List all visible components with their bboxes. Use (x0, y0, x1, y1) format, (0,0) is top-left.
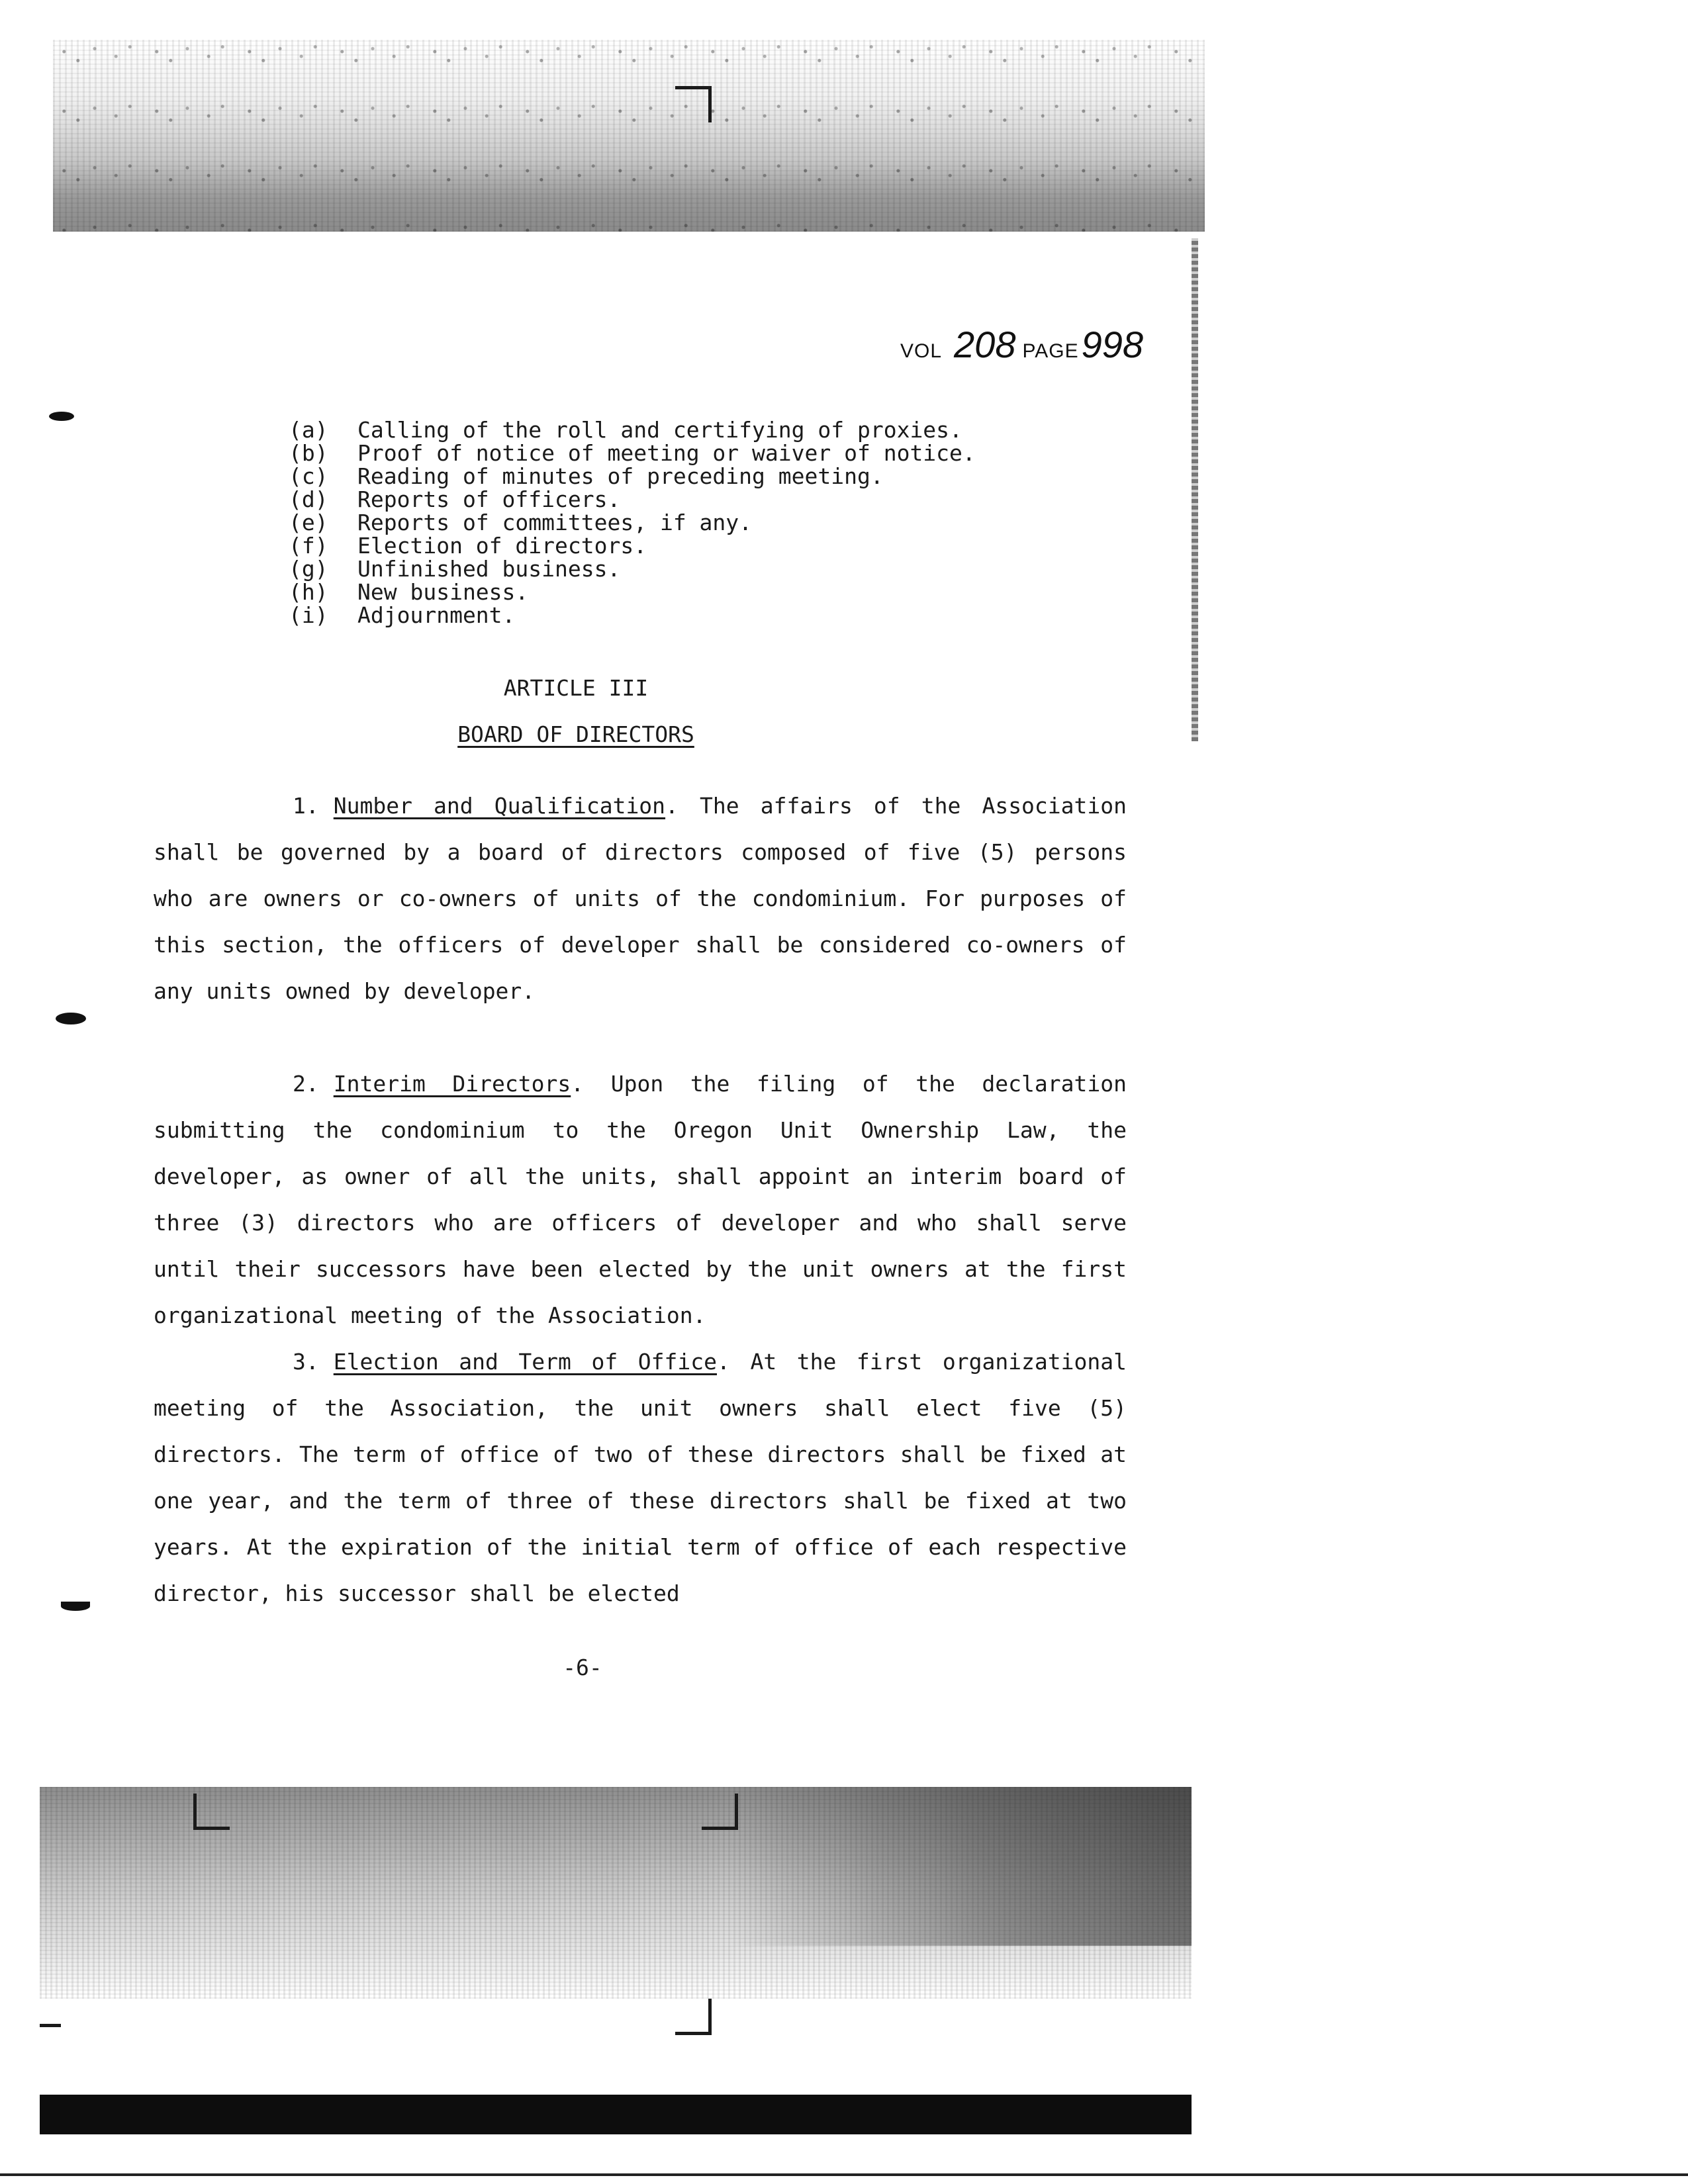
recording-reference (900, 323, 1144, 369)
list-item-text: Unfinished business. (357, 556, 621, 582)
scan-edge-right (1192, 238, 1198, 741)
list-item (289, 511, 1083, 534)
scan-speck (61, 1602, 90, 1611)
list-marker: (i) (289, 602, 328, 628)
scan-speck (56, 1013, 86, 1024)
list-item-text: Reports of officers. (357, 486, 621, 512)
scan-speck (49, 412, 74, 421)
section-paragraph: 1. Number and Qualification. The affairs of the Association shall be governed by a board of directors composed of five (5) persons who are owners or co-owners of units of the condominium. For purposes of this section, the officers of developer shall be considered co-owners of any units owned by developer. (154, 793, 1127, 1004)
crop-mark-bottom-center (702, 1794, 738, 1830)
article-title: BOARD OF DIRECTORS (457, 721, 694, 747)
list-item-text: Adjournment. (357, 602, 516, 628)
list-item-text: New business. (357, 579, 529, 605)
section-heading: Interim Directors (333, 1071, 571, 1097)
list-marker: (b) (289, 440, 328, 466)
list-item-text: Reports of committees, if any. (357, 510, 753, 535)
page-number: 998 (1081, 324, 1144, 365)
list-item (289, 534, 1083, 557)
volume-label: VOL (900, 340, 943, 362)
section-heading: Number and Qualification (333, 793, 666, 819)
section-body: The affairs of the Association shall be governed by a board of directors composed of five (5) persons who are owners or co-owners of units of the condominium. For purposes of this section, the officers of developer shall be considered co-owners of any units owned by developer. (154, 793, 1127, 1004)
page-folio: -6- (563, 1655, 602, 1680)
list-item-text: Election of directors. (357, 533, 647, 559)
section-paragraph: 2. Interim Directors. Upon the filing of the declaration submitting the condominium to the Oregon Unit Ownership Law, the developer, as owner of all the units, shall appoint an interim board of three (3) directors who are officers of developer and who shall serve until their successors have been elected by the unit owners at the first organizational meeting of the Association. (154, 1071, 1127, 1328)
section-heading: Election and Term of Office (333, 1349, 717, 1375)
list-marker: (h) (289, 579, 328, 605)
section-paragraph: 3. Election and Term of Office. At the first organizational meeting of the Association, the unit owners shall elect five (5) directors. The term of office of two of these directors shall be fixed at one year, and the term of three of these directors shall be fixed at two years. At the expiration of the initial term of office of each respective director, his successor shall be elected (154, 1349, 1127, 1606)
volume-number: 208 (954, 324, 1016, 365)
list-marker: (a) (289, 417, 328, 443)
crop-mark-bottom-left (193, 1794, 230, 1830)
crop-mark-top (675, 86, 712, 122)
section-number: 2. (293, 1071, 319, 1097)
list-item-text: Calling of the roll and certifying of proxies. (357, 417, 962, 443)
list-marker: (d) (289, 486, 328, 512)
list-item-text: Reading of minutes of preceding meeting. (357, 463, 884, 489)
scan-black-bar (40, 2095, 1192, 2134)
list-marker: (c) (289, 463, 328, 489)
list-item (289, 557, 1083, 580)
scan-noise-top (53, 40, 1205, 232)
list-item-text: Proof of notice of meeting or waiver of notice. (357, 440, 976, 466)
scan-bottom-rule (0, 2173, 1688, 2176)
section-number: 1. (293, 793, 319, 819)
list-item (289, 441, 1083, 465)
page-label: PAGE (1022, 340, 1079, 362)
list-marker: (e) (289, 510, 328, 535)
list-marker: (g) (289, 556, 328, 582)
order-of-business-list (289, 418, 1083, 637)
crop-mark-bottom (675, 1999, 712, 2035)
section-number: 3. (293, 1349, 319, 1375)
list-item (289, 580, 1083, 604)
list-item (289, 465, 1083, 488)
section-body: Upon the filing of the declaration submitting the condominium to the Oregon Unit Ownership Law, the developer, as owner of all the units, shall appoint an interim board of three (3) directors who are officers of developer and who shall serve until their successors have been elected by the unit owners at the first organizational meeting of the Association. (154, 1071, 1127, 1328)
section-body: At the first organizational meeting of the Association, the unit owners shall elect five (5) directors. The term of office of two of these directors shall be fixed at one year, and the term of three of these directors shall be fixed at two years. At the expiration of the initial term of office of each respective director, his successor shall be elected (154, 1349, 1127, 1606)
list-item (289, 488, 1083, 511)
article-number: ARTICLE III (503, 675, 649, 701)
list-marker: (f) (289, 533, 328, 559)
list-item (289, 604, 1083, 627)
list-item (289, 418, 1083, 441)
scan-dash (40, 2024, 61, 2027)
